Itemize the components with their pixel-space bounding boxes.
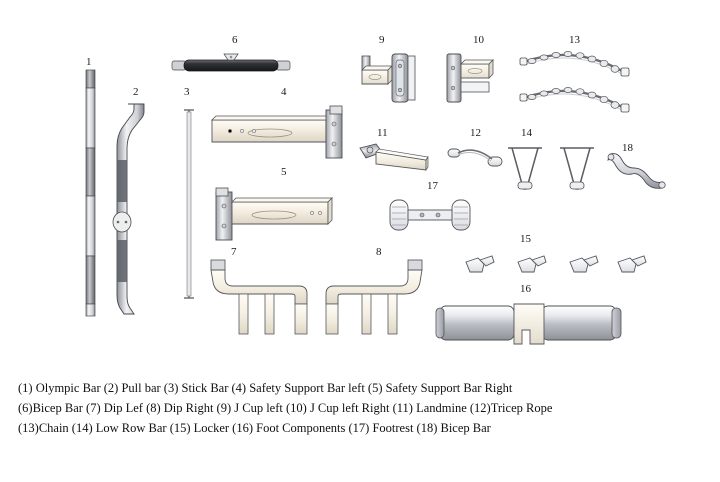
- part-landmine: [356, 140, 436, 176]
- callout-10: 10: [473, 34, 484, 46]
- part-bicep-bar-18: [604, 150, 666, 192]
- legend-line-3: (13)Chain (14) Low Row Bar (15) Locker (16) Foot Components (17) Footrest (18) Bicep Bar: [18, 421, 491, 435]
- legend-line-2: (6)Bicep Bar (7) Dip Lef (8) Dip Right (9) J Cup left (10) J Cup left Right (11) Landmine (12)Tricep Rope: [18, 401, 553, 415]
- callout-9: 9: [379, 34, 385, 46]
- callout-13: 13: [569, 34, 580, 46]
- callout-2: 2: [133, 86, 139, 98]
- part-dip-right: [318, 258, 430, 340]
- part-j-cup-right: [441, 50, 507, 106]
- callout-15: 15: [520, 233, 531, 245]
- part-tricep-rope: [446, 145, 506, 175]
- part-dip-left: [203, 258, 315, 340]
- part-bicep-bar: [168, 52, 294, 80]
- part-foot-components: [434, 298, 624, 350]
- part-pull-bar: [110, 100, 160, 318]
- callout-17: 17: [427, 180, 438, 192]
- part-footrest: [386, 194, 478, 238]
- callout-16: 16: [520, 283, 531, 295]
- legend-line-1: (1) Olympic Bar (2) Pull bar (3) Stick Bar (4) Safety Support Bar left (5) Safety Support Bar Right: [18, 381, 513, 395]
- callout-7: 7: [231, 246, 237, 258]
- callout-4: 4: [281, 86, 287, 98]
- legend: [18, 378, 708, 438]
- callout-11: 11: [377, 127, 388, 139]
- part-chain: [518, 48, 634, 124]
- callout-14: 14: [521, 127, 532, 139]
- part-low-row-bar: [502, 144, 606, 200]
- part-stick-bar: [180, 108, 198, 300]
- callout-1: 1: [86, 56, 92, 68]
- part-j-cup-left: [358, 50, 430, 106]
- callout-8: 8: [376, 246, 382, 258]
- callout-5: 5: [281, 166, 287, 178]
- callout-18: 18: [622, 142, 633, 154]
- callout-12: 12: [470, 127, 481, 139]
- part-safety-support-bar-right: [208, 186, 348, 248]
- part-olympic-bar: [78, 68, 106, 318]
- part-safety-support-bar-left: [208, 104, 348, 166]
- part-locker: [462, 250, 656, 280]
- callout-6: 6: [232, 34, 238, 46]
- callout-3: 3: [184, 86, 190, 98]
